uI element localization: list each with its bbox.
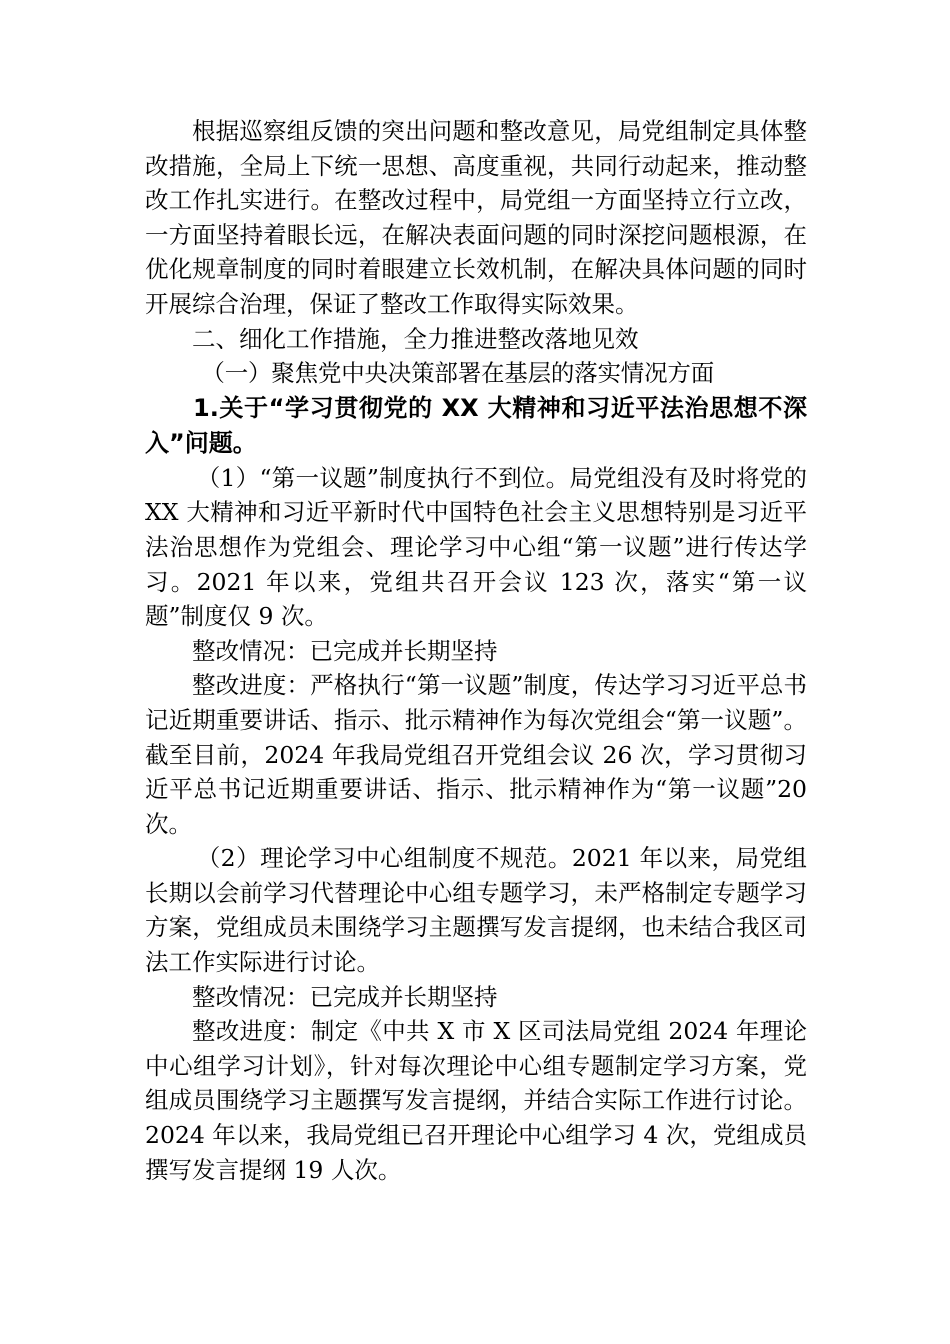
issue-heading: 1.关于“学习贯彻党的 XX 大精神和习近平法治思想不深入”问题。 [145, 393, 807, 457]
subsection-heading: （一）聚焦党中央决策部署在基层的落实情况方面 [201, 359, 714, 388]
section-heading: 二、细化工作措施，全力推进整改落地见效 [192, 324, 639, 353]
intro-paragraph: 根据巡察组反馈的突出问题和整改意见，局党组制定具体整改措施，全局上下统一思想、高度重视，共同行动起来，推动整改工作扎实进行。在整改过程中，局党组一方面坚持立行立改，一方面坚持着眼长远，在解决表面问题的同时深挖问题根源，在优化规章制度的同时着眼建立长效机制，在解决具体问题的同时开展综合治理，保证了整改工作取得实际效果。 [145, 117, 807, 318]
document-page [145, 114, 807, 1187]
issue-item-1-status: 整改情况：已完成并长期坚持 [192, 636, 498, 665]
issue-item-1: （1）“第一议题”制度执行不到位。局党组没有及时将党的 XX 大精神和习近平新时代中国特色社会主义思想特别是习近平法治思想作为党组会、理论学习中心组“第一议题”进行传达学习。2021 年以来，党组共召开会议 123 次，落实“第一议题”制度仅 9 次。 [145, 463, 807, 631]
issue-item-1-progress: 整改进度：严格执行“第一议题”制度，传达学习习近平总书记近期重要讲话、指示、批示精神作为每次党组会“第一议题”。截至目前，2024 年我局党组召开党组会议 26 次，学习贯彻习近平总书记近期重要讲话、指示、批示精神作为“第一议题”20 次。 [145, 671, 807, 838]
issue-item-2-status: 整改情况：已完成并长期坚持 [192, 982, 498, 1011]
issue-item-2: （2）理论学习中心组制度不规范。2021 年以来，局党组长期以会前学习代替理论中心组专题学习，未严格制定专题学习方案，党组成员未围绕学习主题撰写发言提纲，也未结合我区司法工作实际进行讨论。 [145, 844, 807, 977]
issue-item-2-progress: 整改进度：制定《中共 X 市 X 区司法局党组 2024 年理论中心组学习计划》，针对每次理论中心组专题制定学习方案，党组成员围绕学习主题撰写发言提纲，并结合实际工作进行讨论。2024 年以来，我局党组已召开理论中心组学习 4 次，党组成员撰写发言提纲 19 人次。 [145, 1017, 807, 1184]
